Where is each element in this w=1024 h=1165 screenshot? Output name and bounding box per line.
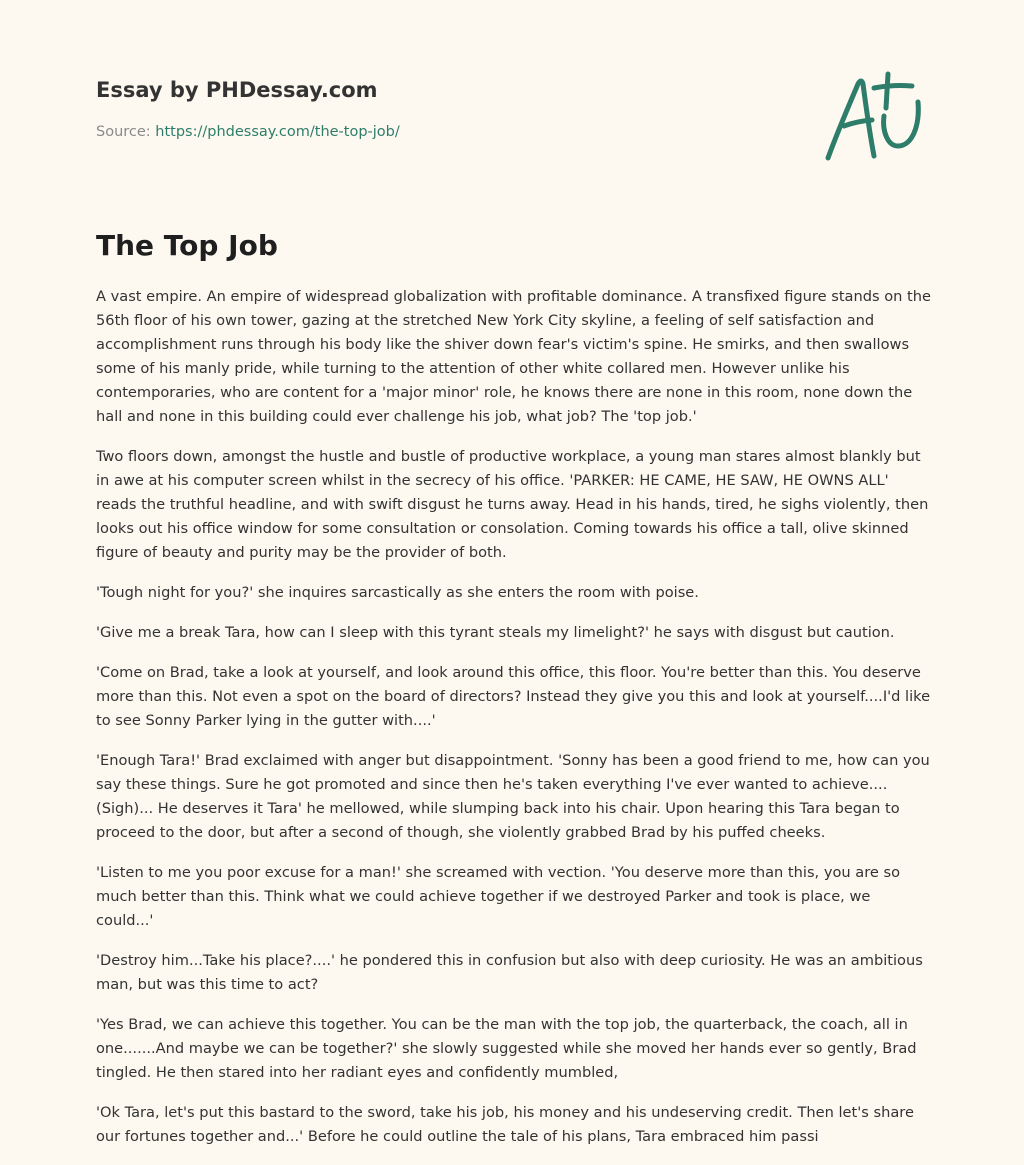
source-link[interactable]: https://phdessay.com/the-top-job/: [155, 124, 400, 140]
essay-paragraph: 'Destroy him...Take his place?....' he pondered this in confusion but also with deep curiosity. He was an ambitious man, but was this time to act?: [96, 952, 923, 993]
essay-header: [96, 76, 796, 142]
essay-body: [96, 285, 931, 1165]
essay-title: The Top Job: [96, 229, 278, 262]
essay-paragraph: 'Yes Brad, we can achieve this together. You can be the man with the top job, the quarterback, the coach, all in one.......And maybe we can be together?' she slowly suggested while she moved her hands ever so gently, Brad tingled. He then stared into her radiant eyes and confidently mumbled,: [96, 1016, 917, 1081]
essay-paragraph: 'Come on Brad, take a look at yourself, and look around this office, this floor. You're better than this. You deserve more than this. Not even a spot on the board of directors? Instead they give you this and look at yourself....I'd like to see Sonny Parker lying in the gutter with....': [96, 664, 931, 729]
site-title: Essay by PHDessay.com: [96, 78, 378, 102]
essay-paragraph: Two floors down, amongst the hustle and bustle of productive workplace, a young man stares almost blankly but in awe at his computer screen whilst in the secrecy of his office. 'PARKER: HE CAME, HE SAW, HE OWNS ALL' reads the truthful headline, and with swift disgust he turns away. Head in his hands, tired, he sighs violently, then looks out his office window for some consultation or consolation. Coming towards his office a tall, olive skinned figure of beauty and purity may be the provider of both.: [96, 448, 929, 561]
essay-paragraph: 'Give me a break Tara, how can I sleep with this tyrant steals my limelight?' he says with disgust but caution.: [96, 624, 895, 641]
essay-paragraph: 'Ok Tara, let's put this bastard to the sword, take his job, his money and his undeserving credit. Then let's share our fortunes together and...' Before he could outline the tale of his plans, Tara embraced him passi: [96, 1104, 914, 1145]
source-line: [96, 122, 796, 142]
source-label: Source:: [96, 124, 156, 140]
a-plus-logo-icon: [822, 66, 926, 166]
essay-paragraph: 'Enough Tara!' Brad exclaimed with anger but disappointment. 'Sonny has been a good friend to me, how can you say these things. Sure he got promoted and since then he's taken everything I've ever wanted to achieve....(Sigh)... He deserves it Tara' he mellowed, while slumping back into his chair. Upon hearing this Tara began to proceed to the door, but after a second of though, she violently grabbed Brad by his puffed cheeks.: [96, 752, 930, 841]
essay-paragraph: 'Listen to me you poor excuse for a man!' she screamed with vection. 'You deserve more than this, you are so much better than this. Think what we could achieve together if we destroyed Parker and took is place, we could...': [96, 864, 901, 929]
essay-paragraph: 'Tough night for you?' she inquires sarcastically as she enters the room with poise.: [96, 584, 699, 601]
essay-paragraph: A vast empire. An empire of widespread globalization with profitable dominance. A transfixed figure stands on the 56th floor of his own tower, gazing at the stretched New York City skyline, a feeling of self satisfaction and accomplishment runs through his body like the shiver down fear's victim's spine. He smirks, and then swallows some of his manly pride, while turning to the attention of other white collared men. However unlike his contemporaries, who are content for a 'major minor' role, he knows there are none in this room, none down the hall and none in this building could ever challenge his job, what job? The 'top job.': [96, 288, 932, 425]
